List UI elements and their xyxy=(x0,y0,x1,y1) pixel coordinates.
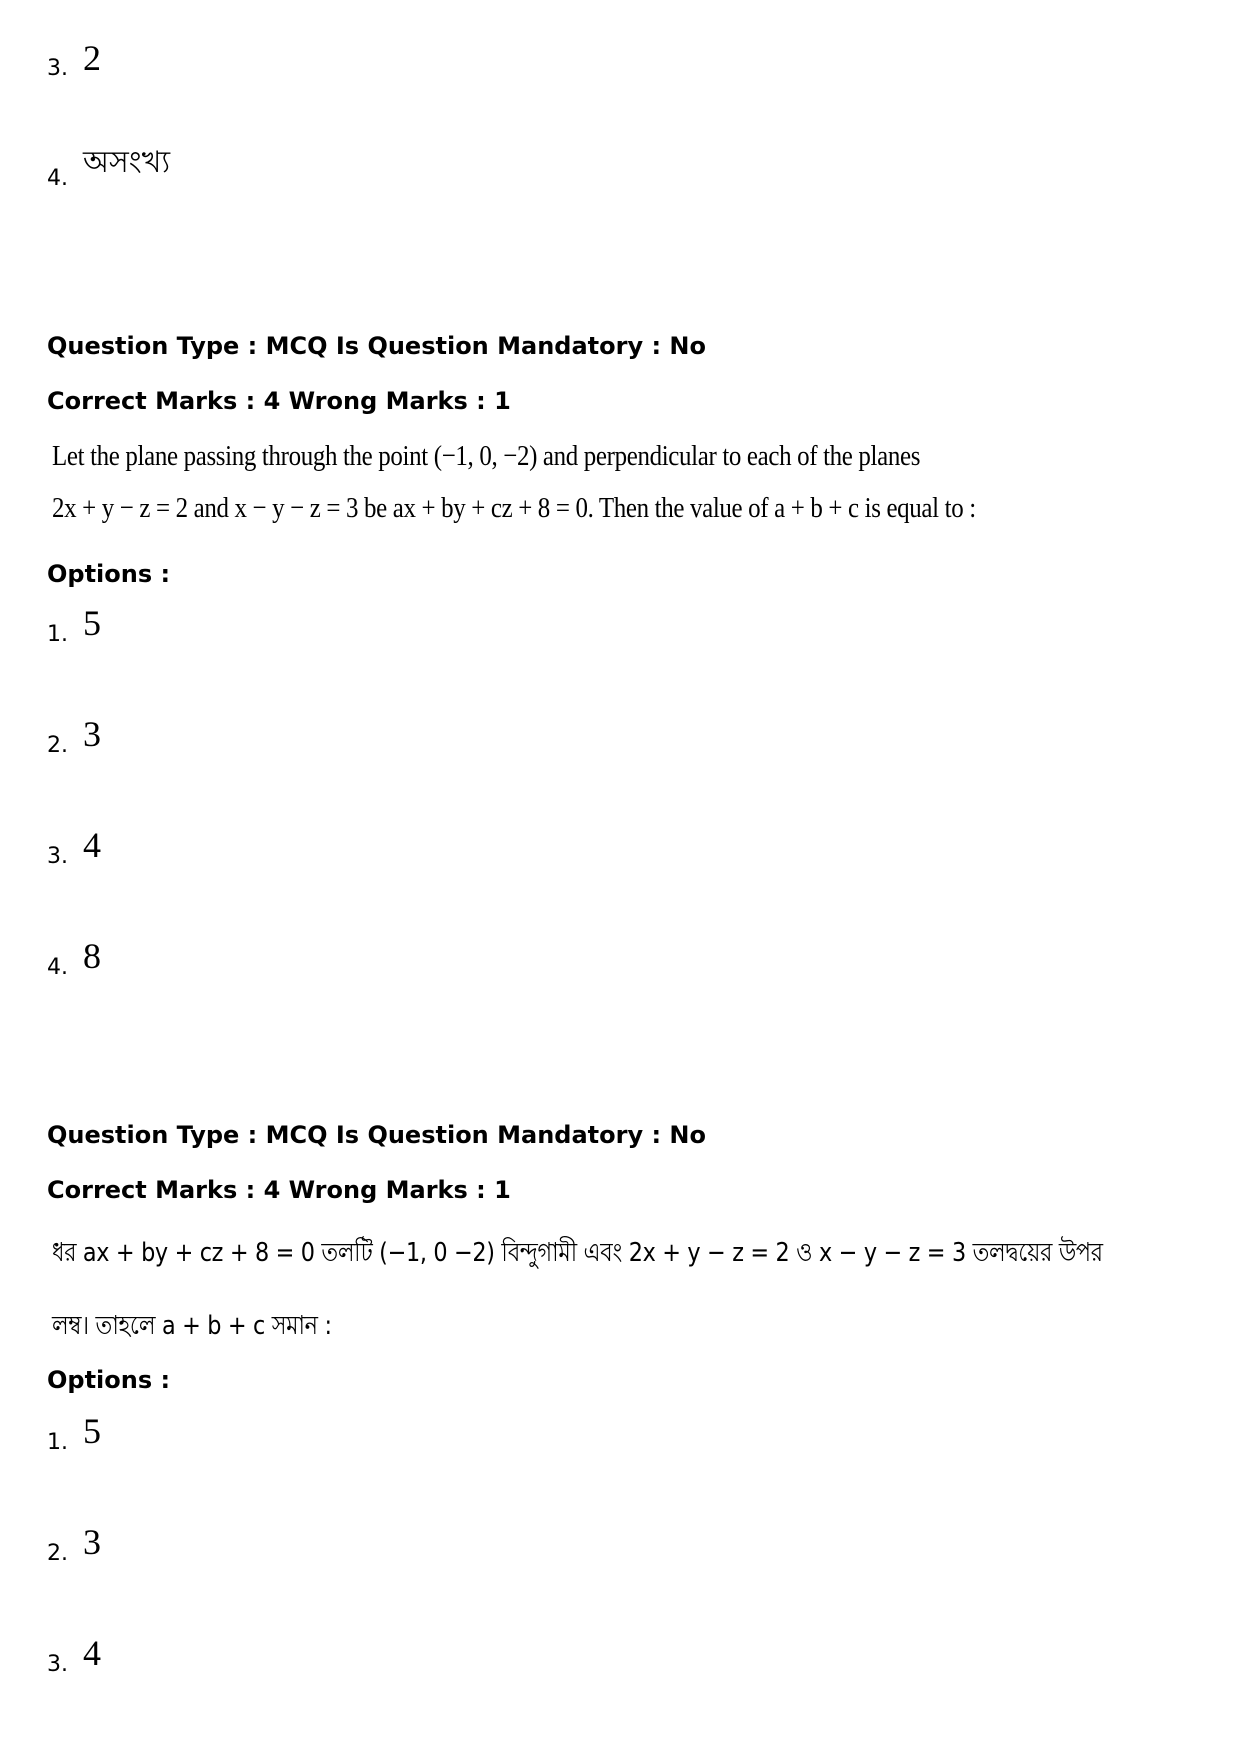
question-1-marks-line: Correct Marks : 4 Wrong Marks : 1 xyxy=(47,387,511,415)
question-1-type-line: Question Type : MCQ Is Question Mandatory : No xyxy=(47,332,706,360)
top-option-4-value: অসংখ্য xyxy=(83,145,171,180)
question-1-option-3-number: 3. xyxy=(47,844,68,869)
question-2-text-line-2: লম্ব। তাহলে a + b + c সমান : xyxy=(52,1311,332,1341)
question-1-option-1-number: 1. xyxy=(47,622,68,647)
question-2-option-2-value: 3 xyxy=(83,1522,101,1562)
question-1-text-line-2: 2x + y − z = 2 and x − y − z = 3 be ax + by + cz + 8 = 0. Then the value of a + b + c is equal to : xyxy=(52,492,976,524)
question-1-option-1-value: 5 xyxy=(83,603,101,643)
question-2-options-label: Options : xyxy=(47,1366,171,1394)
top-option-4-number: 4. xyxy=(47,166,68,191)
question-2-type-line: Question Type : MCQ Is Question Mandatory : No xyxy=(47,1121,706,1149)
question-2-option-3-value: 4 xyxy=(83,1633,101,1673)
question-1-option-3-value: 4 xyxy=(83,825,101,865)
question-1-option-4-number: 4. xyxy=(47,955,68,980)
question-2-text-line-1: ধর ax + by + cz + 8 = 0 তলটি (−1, 0 −2) বিন্দুগামী এবং 2x + y − z = 2 ও x − y − z = 3 তলদ্বয়ের উপর xyxy=(52,1238,1103,1268)
question-2-option-3-number: 3. xyxy=(47,1652,68,1677)
question-2-marks-line: Correct Marks : 4 Wrong Marks : 1 xyxy=(47,1176,511,1204)
question-2-option-1-value: 5 xyxy=(83,1411,101,1451)
top-option-3-value: 2 xyxy=(83,38,101,78)
question-2-option-2-number: 2. xyxy=(47,1541,68,1566)
top-option-3-number: 3. xyxy=(47,56,68,81)
question-1-option-2-value: 3 xyxy=(83,714,101,754)
question-1-option-2-number: 2. xyxy=(47,733,68,758)
question-2-option-1-number: 1. xyxy=(47,1430,68,1455)
question-1-option-4-value: 8 xyxy=(83,936,101,976)
question-1-text-line-1: Let the plane passing through the point (−1, 0, −2) and perpendicular to each of the planes xyxy=(52,440,921,472)
question-1-options-label: Options : xyxy=(47,560,171,588)
